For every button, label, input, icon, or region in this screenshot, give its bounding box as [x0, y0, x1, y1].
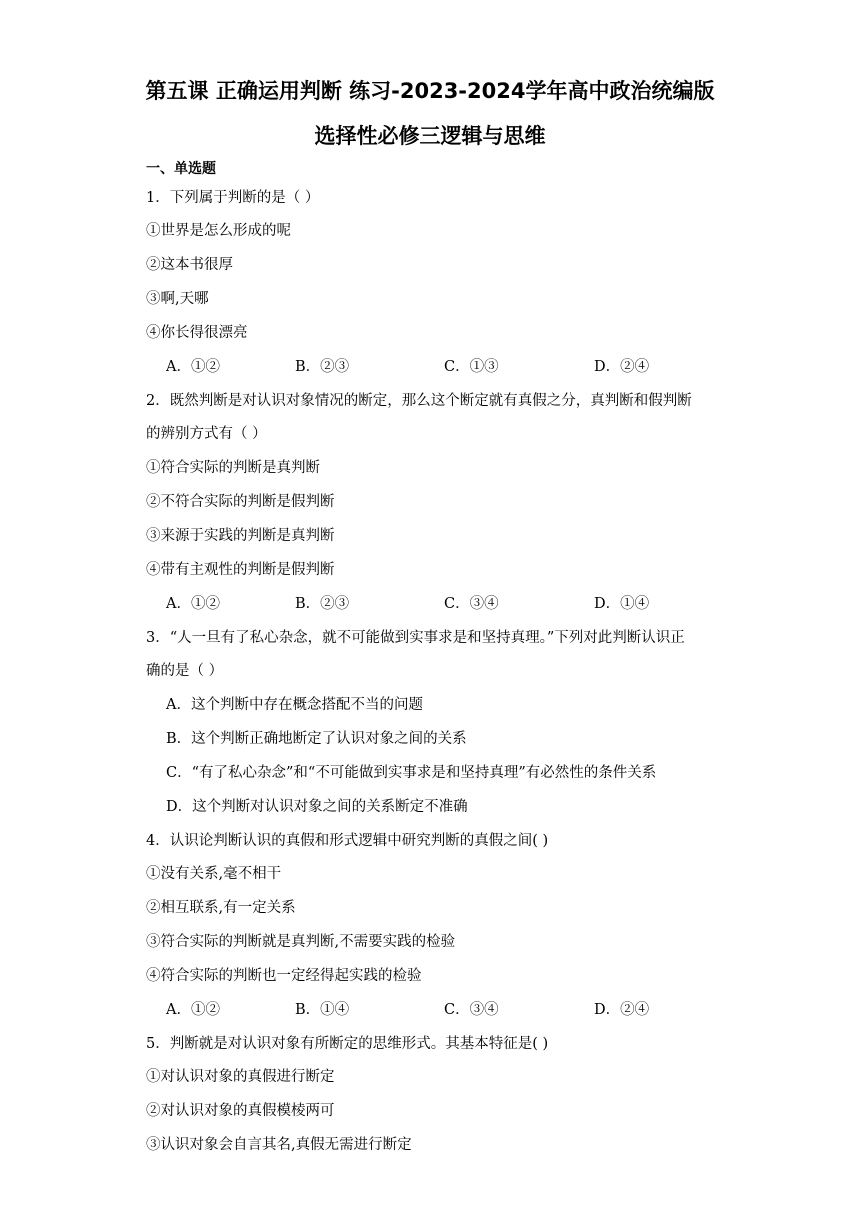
- question-5-stem: 5．判断就是对认识对象有所断定的思维形式。其基本特征是( ): [146, 1036, 549, 1052]
- question-2-item-2: ②不符合实际的判断是假判断: [146, 494, 335, 510]
- question-2-option-a: A．①②: [166, 596, 220, 612]
- question-4-item-4: ④符合实际的判断也一定经得起实践的检验: [146, 968, 422, 984]
- question-4-option-b: B．①④: [295, 1002, 350, 1018]
- question-3-option-b: B．这个判断正确地断定了认识对象之间的关系: [166, 731, 467, 747]
- question-1-item-4: ④你长得很漂亮: [146, 325, 248, 341]
- question-1-stem: 1．下列属于判断的是（ ）: [146, 190, 320, 206]
- question-1-option-c: C．①③: [444, 359, 499, 375]
- section-heading: 一、单选题: [146, 161, 216, 177]
- page-title-line-2: 选择性必修三逻辑与思维: [314, 124, 546, 148]
- question-1-item-1: ①世界是怎么形成的呢: [146, 223, 291, 239]
- question-3-option-a: A．这个判断中存在概念搭配不当的问题: [166, 697, 423, 713]
- question-4-option-a: A．①②: [166, 1002, 220, 1018]
- question-1-option-b: B．②③: [295, 359, 350, 375]
- question-2-item-4: ④带有主观性的判断是假判断: [146, 562, 335, 578]
- question-1-option-a: A．①②: [166, 359, 220, 375]
- question-1-option-d: D．②④: [594, 359, 650, 375]
- question-4-option-c: C．③④: [444, 1002, 499, 1018]
- question-4-item-1: ①没有关系,毫不相干: [146, 866, 282, 882]
- question-4-option-d: D．②④: [594, 1002, 650, 1018]
- question-4-item-2: ②相互联系,有一定关系: [146, 900, 296, 916]
- question-2-option-d: D．①④: [594, 596, 650, 612]
- question-2-stem-line-1: 2．既然判断是对认识对象情况的断定，那么这个断定就有真假之分，真判断和假判断: [146, 393, 692, 409]
- page-title-line-1: 第五课 正确运用判断 练习-2023-2024学年高中政治统编版: [145, 79, 715, 103]
- question-4-item-3: ③符合实际的判断就是真判断,不需要实践的检验: [146, 934, 456, 950]
- question-5-item-1: ①对认识对象的真假进行断定: [146, 1069, 335, 1085]
- question-3-stem-line-1: 3．“人一旦有了私心杂念，就不可能做到实事求是和坚持真理。”下列对此判断认识正: [146, 630, 685, 646]
- question-2-option-b: B．②③: [295, 596, 350, 612]
- question-2-stem-line-2: 的辨别方式有（ ）: [146, 426, 267, 442]
- question-4-stem: 4．认识论判断认识的真假和形式逻辑中研究判断的真假之间( ): [146, 833, 549, 849]
- question-3-option-c: C．“有了私心杂念”和“不可能做到实事求是和坚持真理”有必然性的条件关系: [166, 765, 657, 781]
- question-1-item-2: ②这本书很厚: [146, 257, 233, 273]
- question-3-option-d: D．这个判断对认识对象之间的关系断定不准确: [166, 799, 468, 815]
- question-5-item-2: ②对认识对象的真假模棱两可: [146, 1103, 335, 1119]
- question-2-option-c: C．③④: [444, 596, 499, 612]
- question-2-item-3: ③来源于实践的判断是真判断: [146, 528, 335, 544]
- question-1-item-3: ③啊,天哪: [146, 291, 209, 307]
- question-5-item-3: ③认识对象会自言其名,真假无需进行断定: [146, 1137, 412, 1153]
- question-3-stem-line-2: 确的是（ ）: [146, 663, 224, 679]
- question-2-item-1: ①符合实际的判断是真判断: [146, 460, 320, 476]
